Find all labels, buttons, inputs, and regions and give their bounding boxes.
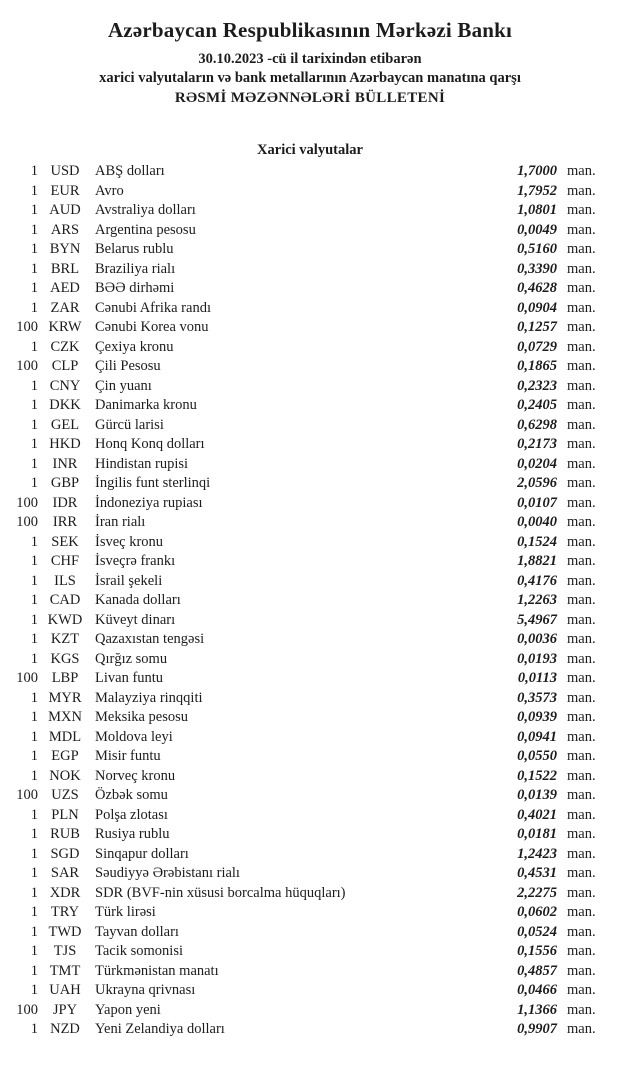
rate-row: [12, 1020, 603, 1040]
quantity: 1: [30, 416, 38, 433]
rate-value: 2,0596: [517, 475, 557, 491]
currency-name: Tacik somonisi: [95, 943, 183, 959]
rate-value: 1,7000: [517, 163, 557, 179]
unit-label: man.: [567, 260, 596, 277]
rate-value: 0,1522: [517, 767, 557, 784]
rate-row: [12, 357, 603, 377]
rate-value: 0,0036: [517, 631, 557, 647]
quantity: 100: [16, 787, 38, 803]
rate-value: 0,0139: [517, 787, 557, 803]
quantity: 1: [30, 299, 38, 316]
unit-label: man.: [567, 533, 596, 550]
currency-name: Yapon yeni: [95, 1001, 161, 1018]
currency-code: CAD: [49, 592, 81, 608]
unit-label: man.: [567, 358, 596, 374]
currency-code: NZD: [50, 1021, 80, 1037]
rate-row: [12, 318, 603, 338]
quantity: 1: [30, 163, 38, 179]
currency-code: TRY: [50, 904, 80, 920]
currency-name: Danimarka kronu: [95, 397, 197, 413]
quantity: 1: [30, 202, 38, 218]
unit-label: man.: [567, 670, 596, 686]
currency-name: İsrail şekeli: [95, 572, 163, 589]
rate-row: [12, 767, 603, 787]
currency-name: Misir funtu: [95, 748, 161, 764]
rate-row: [12, 806, 603, 826]
rate-value: 1,0801: [517, 202, 557, 218]
rate-value: 1,2263: [517, 592, 557, 608]
currency-code: BRL: [50, 260, 80, 277]
rate-row: [12, 962, 603, 982]
quantity: 1: [30, 455, 38, 472]
currency-name: Tayvan dolları: [95, 923, 179, 940]
currency-code: GEL: [50, 416, 80, 433]
rate-value: 0,4857: [517, 962, 557, 979]
unit-label: man.: [567, 280, 596, 296]
quantity: 1: [30, 767, 38, 784]
effective-date-line: 30.10.2023 -cü il tarixindən etibarən: [198, 51, 422, 67]
currency-name: İngilis funt sterlinqi: [95, 475, 211, 491]
section-title: Xarici valyutalar: [257, 142, 363, 158]
quantity: 1: [30, 806, 38, 823]
rate-row: [12, 884, 603, 904]
quantity: 1: [30, 943, 38, 959]
unit-label: man.: [567, 709, 596, 725]
rate-value: 0,0729: [517, 338, 557, 355]
unit-label: man.: [567, 631, 596, 647]
quantity: 1: [30, 631, 38, 647]
currency-code: XDR: [49, 884, 81, 901]
currency-code: CNY: [49, 377, 81, 394]
rate-row: [12, 396, 603, 416]
rate-row: [12, 435, 603, 455]
currency-name: BƏƏ dirhəmi: [95, 280, 175, 296]
unit-label: man.: [567, 182, 596, 199]
currency-name: Polşa zlotası: [95, 806, 168, 823]
unit-label: man.: [567, 319, 596, 335]
quantity: 1: [30, 475, 38, 491]
currency-name: ABŞ dolları: [95, 163, 165, 179]
currency-name: Sinqapur dolları: [95, 845, 189, 862]
rate-row: [12, 474, 603, 494]
currency-code: KRW: [48, 319, 82, 335]
currency-name: Yeni Zelandiya dolları: [95, 1021, 225, 1037]
rate-value: 0,4628: [517, 280, 557, 296]
rate-value: 5,4967: [517, 611, 557, 628]
currency-code: SGD: [50, 845, 80, 862]
currency-code: UZS: [51, 787, 79, 803]
unit-label: man.: [567, 748, 596, 764]
bulletin-header: [0, 0, 620, 109]
unit-label: man.: [567, 650, 596, 667]
rate-value: 1,1366: [517, 1001, 557, 1018]
quantity: 1: [30, 241, 38, 257]
currency-name: Çexiya kronu: [95, 338, 174, 355]
currency-code: HKD: [49, 436, 81, 452]
rate-value: 0,2323: [517, 377, 557, 394]
currency-code: ARS: [50, 221, 80, 238]
rate-row: [12, 903, 603, 923]
quantity: 100: [16, 514, 38, 530]
rate-row: [12, 611, 603, 631]
currency-name: Çin yuanı: [95, 377, 152, 394]
quantity: 1: [30, 904, 38, 920]
quantity: 1: [30, 650, 38, 667]
currency-name: Rusiya rublu: [95, 826, 170, 842]
currency-code: MDL: [48, 728, 82, 745]
unit-label: man.: [567, 611, 596, 628]
unit-label: man.: [567, 163, 596, 179]
unit-label: man.: [567, 982, 596, 998]
rate-value: 0,0181: [517, 826, 557, 842]
rate-row: [12, 455, 603, 475]
currency-name: İndoneziya rupiası: [95, 494, 203, 511]
unit-label: man.: [567, 845, 596, 862]
rate-row: [12, 201, 603, 221]
rate-row: [12, 279, 603, 299]
currency-code: CZK: [50, 338, 80, 355]
rate-row: [12, 494, 603, 514]
bulletin-title: RƏSMİ MƏZƏNNƏLƏRİ BÜLLETENİ: [174, 90, 446, 106]
rate-value: 0,6298: [517, 416, 557, 433]
rate-row: [12, 728, 603, 748]
unit-label: man.: [567, 377, 596, 394]
currency-code: MXN: [48, 709, 82, 725]
rate-row: [12, 1001, 603, 1021]
rate-row: [12, 260, 603, 280]
rate-value: 0,5160: [517, 241, 557, 257]
rate-row: [12, 689, 603, 709]
quantity: 1: [30, 1021, 38, 1037]
rate-row: [12, 377, 603, 397]
currency-name: Türkmənistan manatı: [95, 962, 219, 979]
currency-name: Belarus rublu: [95, 241, 174, 257]
quantity: 1: [30, 884, 38, 901]
currency-code: TJS: [53, 943, 77, 959]
rate-row: [12, 708, 603, 728]
quantity: 1: [30, 728, 38, 745]
unit-label: man.: [567, 455, 596, 472]
quantity: 1: [30, 221, 38, 238]
currency-name: İsveç kronu: [95, 533, 164, 550]
unit-label: man.: [567, 806, 596, 823]
unit-label: man.: [567, 728, 596, 745]
unit-label: man.: [567, 299, 596, 316]
rate-value: 1,7952: [517, 182, 557, 199]
rate-value: 0,0113: [517, 670, 557, 686]
currency-name: Küveyt dinarı: [95, 611, 176, 628]
currency-code: LBP: [51, 670, 79, 686]
rate-value: 0,0204: [517, 455, 557, 472]
quantity: 1: [30, 962, 38, 979]
quantity: 1: [30, 436, 38, 452]
rate-row: [12, 299, 603, 319]
currency-code: CHF: [50, 553, 80, 569]
unit-label: man.: [567, 475, 596, 491]
rate-value: 0,0904: [517, 299, 557, 316]
unit-label: man.: [567, 338, 596, 355]
currency-name: SDR (BVF-nin xüsusi borcalma hüquqları): [95, 884, 346, 901]
quantity: 1: [30, 592, 38, 608]
currency-code: ILS: [54, 572, 76, 589]
currency-code: USD: [50, 163, 80, 179]
rate-value: 0,0107: [517, 494, 557, 511]
rate-value: 0,0040: [517, 514, 557, 530]
rate-row: [12, 747, 603, 767]
rate-value: 0,0550: [517, 748, 557, 764]
rate-value: 0,1257: [517, 319, 557, 335]
rate-row: [12, 845, 603, 865]
unit-label: man.: [567, 436, 596, 452]
quantity: 1: [30, 397, 38, 413]
quantity: 1: [30, 260, 38, 277]
rate-row: [12, 162, 603, 182]
unit-label: man.: [567, 397, 596, 413]
rate-row: [12, 572, 603, 592]
currency-name: Moldova leyi: [95, 728, 173, 745]
currency-code: DKK: [49, 397, 81, 413]
currency-code: BYN: [49, 241, 81, 257]
currency-code: UAH: [49, 982, 81, 998]
rate-row: [12, 942, 603, 962]
currency-code: AUD: [49, 202, 81, 218]
rate-value: 0,4531: [517, 865, 557, 881]
unit-label: man.: [567, 943, 596, 959]
currency-name: Malayziya rinqqiti: [95, 689, 203, 706]
unit-label: man.: [567, 884, 596, 901]
unit-label: man.: [567, 416, 596, 433]
quantity: 100: [16, 358, 38, 374]
rate-row: [12, 533, 603, 553]
unit-label: man.: [567, 514, 596, 530]
quantity: 1: [30, 865, 38, 881]
rate-value: 0,3573: [517, 689, 557, 706]
quantity: 1: [30, 982, 38, 998]
unit-label: man.: [567, 221, 596, 238]
quantity: 100: [16, 1001, 38, 1018]
currency-code: SAR: [50, 865, 80, 881]
rate-row: [12, 981, 603, 1001]
currency-code: NOK: [49, 767, 81, 784]
quantity: 100: [16, 670, 38, 686]
quantity: 1: [30, 845, 38, 862]
quantity: 1: [30, 182, 38, 199]
rate-row: [12, 650, 603, 670]
rate-row: [12, 513, 603, 533]
unit-label: man.: [567, 1021, 596, 1037]
quantity: 1: [30, 572, 38, 589]
rate-row: [12, 669, 603, 689]
currency-name: Səudiyyə Ərəbistanı rialı: [95, 865, 240, 881]
currency-name: Gürcü larisi: [95, 416, 164, 433]
currency-name: Avstraliya dolları: [95, 202, 196, 218]
quantity: 1: [30, 748, 38, 764]
rate-value: 0,0466: [517, 982, 557, 998]
rate-value: 0,1556: [517, 943, 557, 959]
quantity: 1: [30, 826, 38, 842]
rate-row: [12, 416, 603, 436]
currency-code: TWD: [48, 923, 82, 940]
currency-name: Kanada dolları: [95, 592, 181, 608]
unit-label: man.: [567, 553, 596, 569]
unit-label: man.: [567, 962, 596, 979]
currency-code: IRR: [52, 514, 78, 530]
currency-name: Qazaxıstan tengəsi: [95, 631, 205, 647]
currency-name: Çili Pesosu: [95, 358, 161, 374]
currency-code: GBP: [50, 475, 80, 491]
currency-name: Honq Konq dolları: [95, 436, 205, 452]
currency-code: KWD: [47, 611, 83, 628]
currency-name: Cənubi Afrika randı: [95, 299, 211, 316]
unit-label: man.: [567, 202, 596, 218]
rate-value: 0,3390: [517, 260, 557, 277]
currency-code: TMT: [49, 962, 81, 979]
currency-code: SEK: [51, 533, 79, 550]
currency-code: AED: [50, 280, 80, 296]
currency-code: ZAR: [50, 299, 80, 316]
rate-value: 0,2405: [517, 397, 557, 413]
currency-name: Norveç kronu: [95, 767, 176, 784]
rate-row: [12, 338, 603, 358]
rate-value: 2,2275: [517, 884, 557, 901]
rate-row: [12, 240, 603, 260]
rate-value: 1,8821: [517, 553, 557, 569]
rate-row: [12, 630, 603, 650]
currency-code: CLP: [51, 358, 79, 374]
rate-value: 0,0524: [517, 923, 557, 940]
currency-name: Qırğız somu: [95, 650, 168, 667]
currency-name: Türk lirəsi: [95, 904, 156, 920]
currency-code: PLN: [51, 806, 79, 823]
currency-name: Braziliya rialı: [95, 260, 176, 277]
rate-row: [12, 552, 603, 572]
currency-code: KGS: [50, 650, 80, 667]
quantity: 1: [30, 709, 38, 725]
rate-row: [12, 182, 603, 202]
quantity: 1: [30, 338, 38, 355]
rate-value: 1,2423: [517, 845, 557, 862]
currency-name: İran rialı: [95, 514, 146, 530]
rate-row: [12, 786, 603, 806]
quantity: 1: [30, 923, 38, 940]
quantity: 1: [30, 377, 38, 394]
currency-name: Avro: [95, 182, 124, 199]
rate-row: [12, 864, 603, 884]
currency-code: IDR: [52, 494, 78, 511]
rate-row: [12, 221, 603, 241]
bank-name: Azərbaycan Respublikasının Mərkəzi Bankı: [107, 18, 513, 42]
subtitle-line: xarici valyutaların və bank metallarının Azərbaycan manatına qarşı: [99, 70, 521, 86]
unit-label: man.: [567, 592, 596, 608]
currency-name: Özbək somu: [95, 787, 168, 803]
currency-code: EUR: [50, 182, 80, 199]
currency-code: INR: [52, 455, 78, 472]
quantity: 1: [30, 611, 38, 628]
rate-value: 0,2173: [517, 436, 557, 452]
currency-code: JPY: [52, 1001, 78, 1018]
unit-label: man.: [567, 689, 596, 706]
rate-value: 0,4176: [517, 572, 557, 589]
rate-value: 0,0602: [517, 904, 557, 920]
unit-label: man.: [567, 904, 596, 920]
currency-code: RUB: [50, 826, 80, 842]
rate-value: 0,0049: [517, 221, 557, 238]
quantity: 100: [16, 319, 38, 335]
currency-code: EGP: [51, 748, 79, 764]
currency-code: KZT: [50, 631, 80, 647]
rate-value: 0,0939: [517, 709, 557, 725]
quantity: 100: [16, 494, 38, 511]
unit-label: man.: [567, 241, 596, 257]
rate-value: 0,4021: [517, 806, 557, 823]
quantity: 1: [30, 689, 38, 706]
rate-row: [12, 825, 603, 845]
quantity: 1: [30, 553, 38, 569]
currency-name: Cənubi Korea vonu: [95, 319, 209, 335]
rate-value: 0,1865: [517, 358, 557, 374]
rate-row: [12, 923, 603, 943]
currency-name: Livan funtu: [95, 670, 164, 686]
rate-value: 0,0941: [517, 728, 557, 745]
unit-label: man.: [567, 767, 596, 784]
exchange-rates-table: [0, 162, 620, 1040]
quantity: 1: [30, 280, 38, 296]
rate-value: 0,1524: [517, 533, 557, 550]
currency-name: İsveçrə frankı: [95, 553, 176, 569]
rate-value: 0,9907: [517, 1021, 557, 1037]
quantity: 1: [30, 533, 38, 550]
unit-label: man.: [567, 1001, 596, 1018]
unit-label: man.: [567, 787, 596, 803]
unit-label: man.: [567, 865, 596, 881]
currency-name: Hindistan rupisi: [95, 455, 189, 472]
unit-label: man.: [567, 572, 596, 589]
currency-name: Argentina pesosu: [95, 221, 196, 238]
currency-name: Meksika pesosu: [95, 709, 189, 725]
currency-name: Ukrayna qrivnası: [95, 982, 196, 998]
currency-code: MYR: [48, 689, 82, 706]
rate-row: [12, 591, 603, 611]
unit-label: man.: [567, 494, 596, 511]
rate-value: 0,0193: [517, 650, 557, 667]
unit-label: man.: [567, 826, 596, 842]
unit-label: man.: [567, 923, 596, 940]
